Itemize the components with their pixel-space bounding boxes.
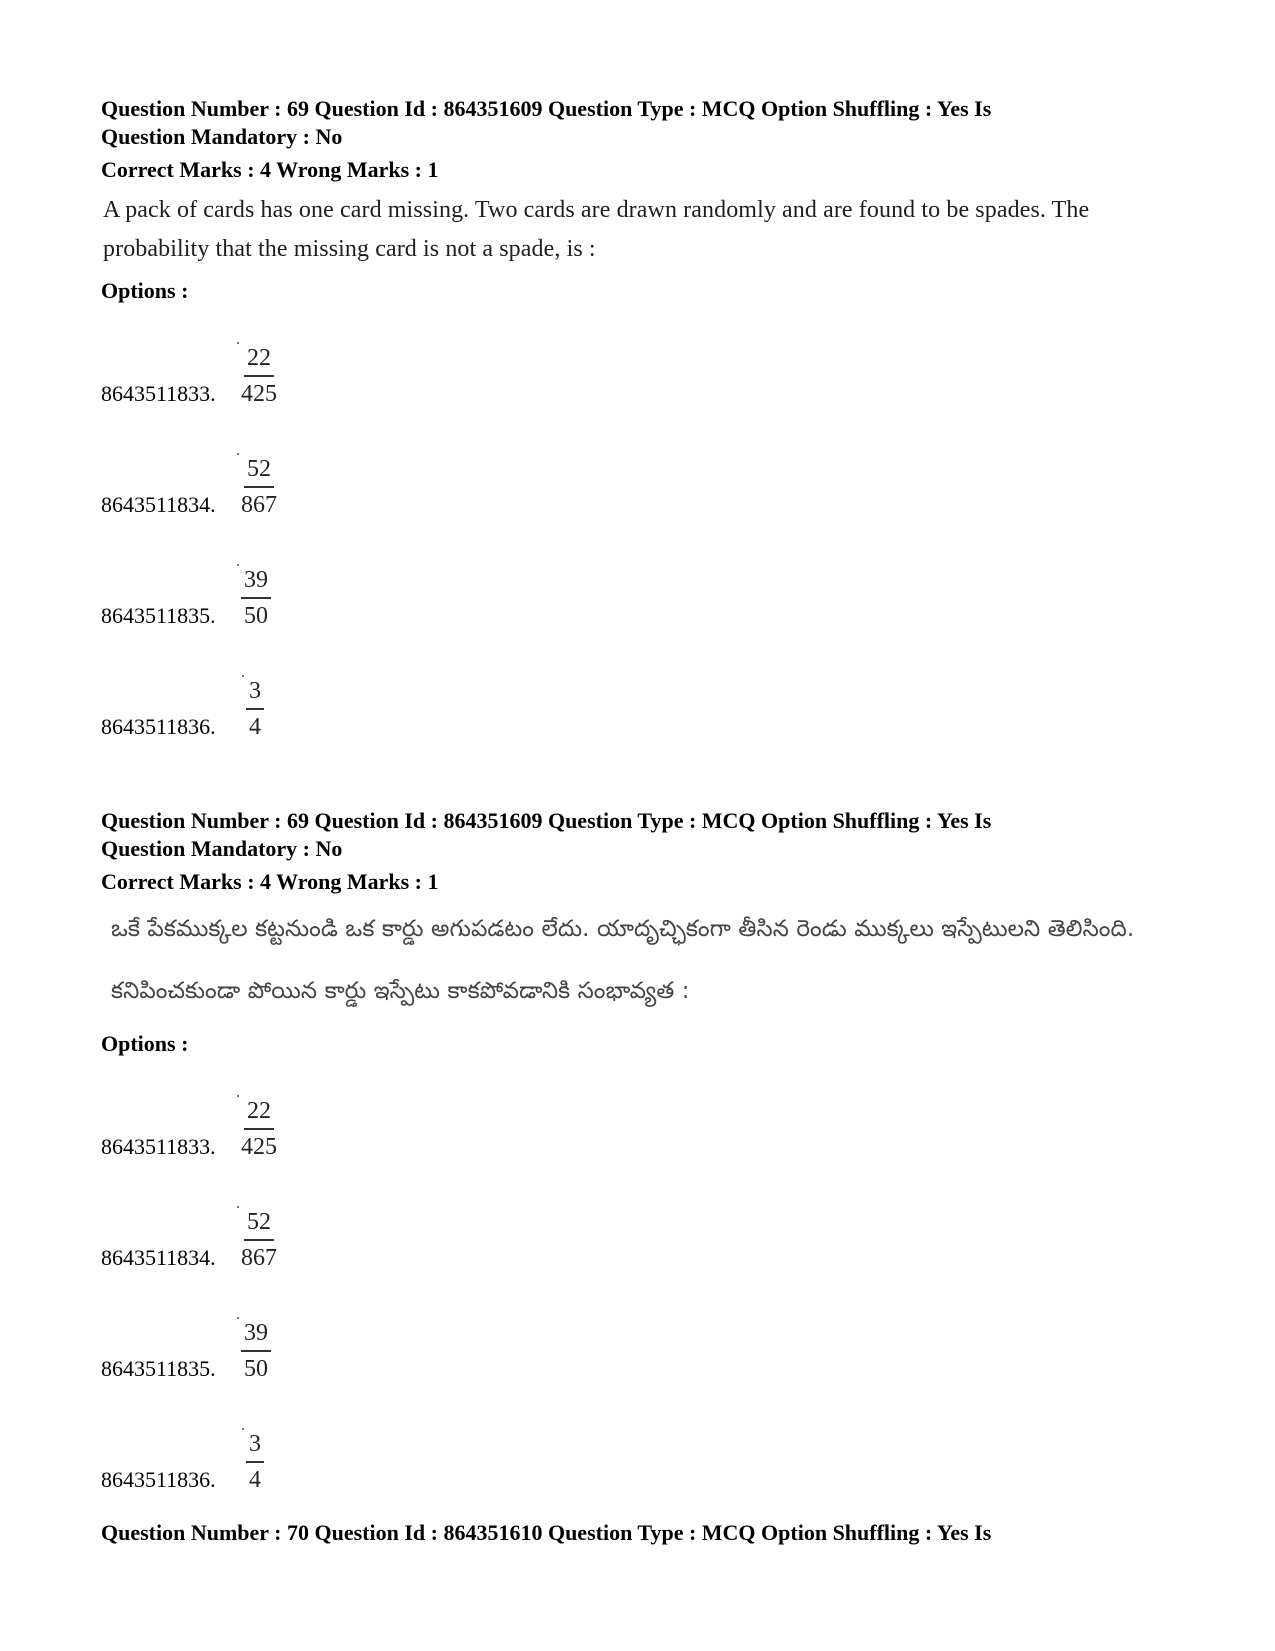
- fraction-denominator: 50: [244, 1356, 268, 1382]
- option-id: 8643511834.: [101, 492, 216, 517]
- option-fraction: [241, 1319, 271, 1383]
- fraction-numerator: 52: [244, 455, 274, 488]
- fraction-numerator: 22: [244, 1097, 274, 1130]
- option-item: [101, 305, 1191, 416]
- option-fraction: [241, 455, 277, 519]
- question-block-telugu: [101, 807, 1191, 1502]
- option-id: 8643511835.: [101, 603, 216, 628]
- fraction-denominator: 425: [241, 381, 277, 407]
- options-label: Options :: [101, 1031, 189, 1056]
- option-item: [101, 1169, 1191, 1280]
- fraction-numerator: 52: [244, 1208, 274, 1241]
- option-fraction: [241, 1208, 277, 1272]
- option-id: 8643511836.: [101, 1467, 216, 1492]
- fraction-denominator: 4: [249, 1467, 261, 1493]
- option-item: [101, 416, 1191, 527]
- option-id: 8643511834.: [101, 1245, 216, 1270]
- option-item: [101, 1058, 1191, 1169]
- fraction-denominator: 867: [241, 1245, 277, 1271]
- option-id: 8643511836.: [101, 714, 216, 739]
- next-question-block: [101, 1519, 1191, 1547]
- option-item: [101, 1280, 1191, 1391]
- marks-line: Correct Marks : 4 Wrong Marks : 1: [101, 869, 439, 894]
- option-item: [101, 527, 1191, 638]
- option-item: [101, 1391, 1191, 1502]
- option-id: 8643511833.: [101, 381, 216, 406]
- fraction-numerator: 3: [246, 1430, 264, 1463]
- option-id: 8643511833.: [101, 1134, 216, 1159]
- fraction-numerator: 39: [241, 1319, 271, 1352]
- fraction-numerator: 39: [241, 566, 271, 599]
- question-block-english: [101, 95, 1191, 749]
- option-fraction: [246, 677, 264, 741]
- option-id: 8643511835.: [101, 1356, 216, 1381]
- question-meta-line: Question Number : 69 Question Id : 864351609 Question Type : MCQ Option Shuffling : Yes Is: [101, 808, 992, 833]
- option-fraction: [241, 566, 271, 630]
- fraction-numerator: 22: [244, 344, 274, 377]
- fraction-numerator: 3: [246, 677, 264, 710]
- marks-line: Correct Marks : 4 Wrong Marks : 1: [101, 157, 439, 182]
- question-text: A pack of cards has one card missing. Two cards are drawn randomly and are found to be spades. The probability that the missing card is not a spade, is :: [103, 197, 1090, 262]
- option-item: [101, 638, 1191, 749]
- question-mandatory-line: Question Mandatory : No: [101, 124, 343, 149]
- question-meta-line: Question Number : 69 Question Id : 864351609 Question Type : MCQ Option Shuffling : Yes Is: [101, 96, 992, 121]
- option-fraction: [241, 1097, 277, 1161]
- fraction-denominator: 4: [249, 714, 261, 740]
- fraction-denominator: 50: [244, 603, 268, 629]
- option-fraction: [246, 1430, 264, 1494]
- fraction-denominator: 867: [241, 492, 277, 518]
- question-mandatory-line: Question Mandatory : No: [101, 836, 343, 861]
- fraction-denominator: 425: [241, 1134, 277, 1160]
- options-label: Options :: [101, 278, 189, 303]
- option-fraction: [241, 344, 277, 408]
- question-text: ఒకే పేకముక్కల కట్టనుండి ఒక కార్డు అగుపడటం లేదు. యాదృచ్ఛికంగా తీసిన రెండు ముక్కలు ఇస్పేటులని తెలిసింది. కనిపించకుండా పోయిన కార్డు ఇస్పేటు కాకపోవడానికి సంభావ్యత :: [111, 916, 1135, 1004]
- question-meta-line: Question Number : 70 Question Id : 864351610 Question Type : MCQ Option Shuffling : Yes Is: [101, 1520, 992, 1545]
